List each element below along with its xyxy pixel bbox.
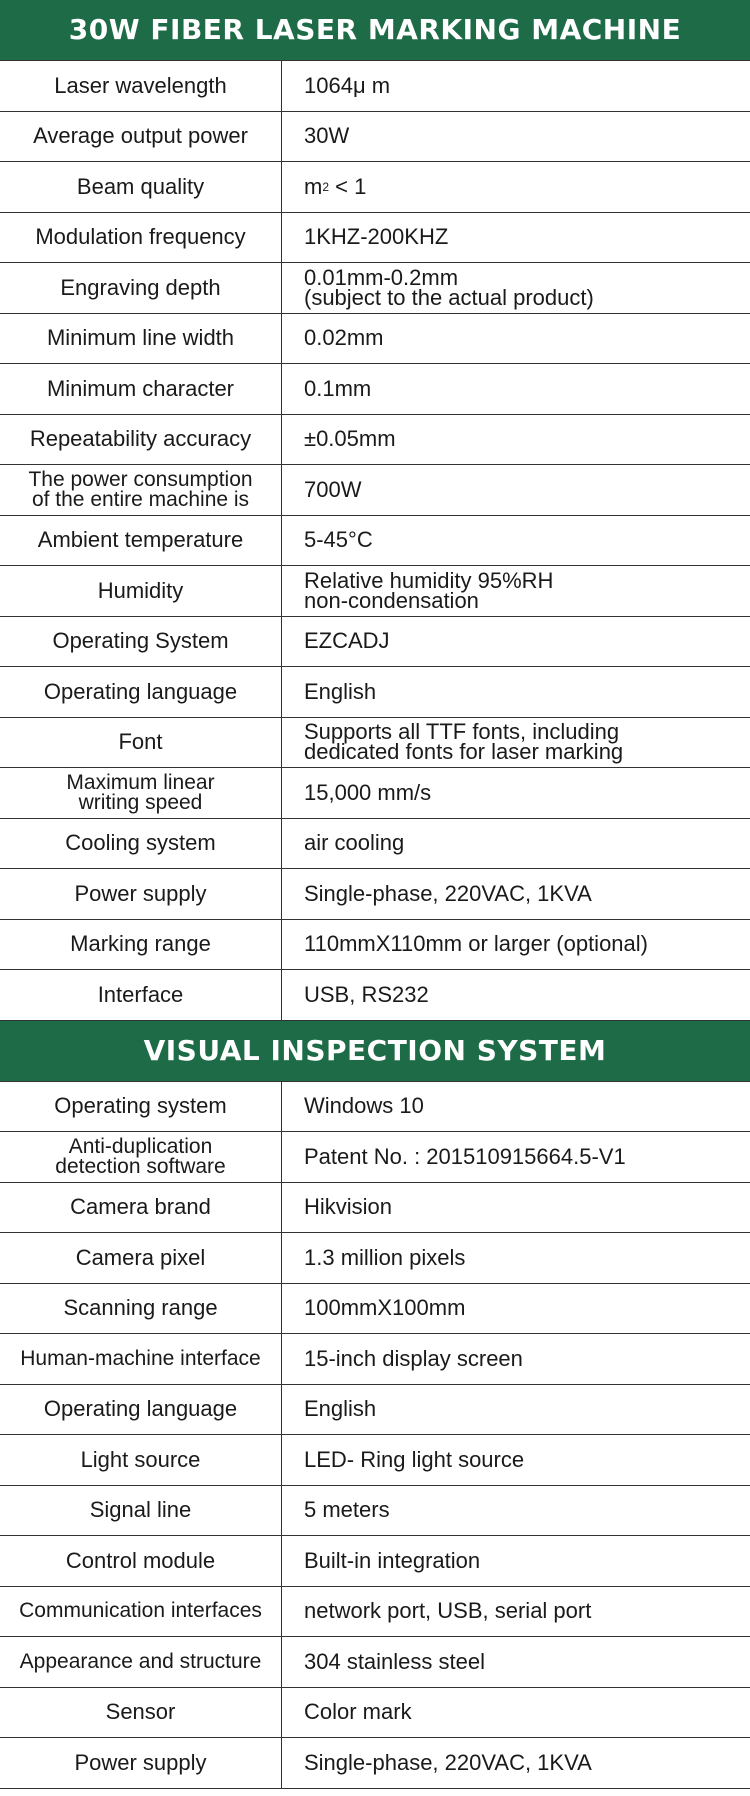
spec-value: m 2 < 1 <box>304 173 367 199</box>
spec-value: 1.3 million pixels <box>304 1244 466 1270</box>
vision-section <box>0 1021 750 1789</box>
spec-label: Interface <box>0 970 282 1020</box>
table-row <box>0 516 750 567</box>
spec-label: Camera pixel <box>0 1233 282 1283</box>
spec-value: network port, USB, serial port <box>304 1598 592 1624</box>
value-text: < 1 <box>329 173 367 199</box>
spec-value: LED- Ring light source <box>304 1446 525 1472</box>
spec-value: Windows 10 <box>304 1093 424 1119</box>
table-row <box>0 768 750 819</box>
spec-value: 100mmX100mm <box>304 1295 466 1321</box>
table-row <box>0 1082 750 1133</box>
table-row <box>0 213 750 264</box>
spec-label: Control module <box>0 1536 282 1586</box>
spec-value: 0.1mm <box>304 375 372 401</box>
table-row <box>0 1637 750 1688</box>
spec-label: Sensor <box>0 1688 282 1738</box>
spec-label: Camera brand <box>0 1183 282 1233</box>
spec-value: Color mark <box>304 1699 412 1725</box>
spec-label: Beam quality <box>0 162 282 212</box>
spec-label: Maximum linear writing speed <box>0 768 282 818</box>
section-title: 30W FIBER LASER MARKING MACHINE <box>0 0 750 60</box>
table-row <box>0 718 750 769</box>
spec-value: English <box>304 678 377 704</box>
table-row <box>0 1587 750 1638</box>
spec-value: 700W <box>304 476 362 502</box>
spec-label: Laser wavelength <box>0 61 282 111</box>
table-row <box>0 617 750 668</box>
spec-value: English <box>304 1396 377 1422</box>
spec-label: Minimum character <box>0 364 282 414</box>
spec-value: Patent No. : 201510915664.5-V1 <box>304 1143 626 1169</box>
spec-table <box>0 60 750 1021</box>
spec-value: 1064μ m <box>304 72 391 98</box>
table-row <box>0 1183 750 1234</box>
spec-label: Operating system <box>0 1082 282 1132</box>
spec-value: 30W <box>304 123 350 149</box>
table-row <box>0 920 750 971</box>
spec-value: 0.02mm <box>304 325 384 351</box>
table-row <box>0 1536 750 1587</box>
spec-label: Light source <box>0 1435 282 1485</box>
spec-value: 15-inch display screen <box>304 1345 523 1371</box>
spec-label: Humidity <box>0 566 282 616</box>
table-row <box>0 1385 750 1436</box>
spec-value: USB, RS232 <box>304 981 429 1007</box>
spec-label: The power consumption of the entire machine is <box>0 465 282 515</box>
spec-label: Modulation frequency <box>0 213 282 263</box>
spec-value: 5 meters <box>304 1497 390 1523</box>
spec-label: Minimum line width <box>0 314 282 364</box>
table-row <box>0 465 750 516</box>
table-row <box>0 415 750 466</box>
table-row <box>0 1435 750 1486</box>
spec-label: Operating language <box>0 1385 282 1435</box>
section-title: VISUAL INSPECTION SYSTEM <box>0 1021 750 1081</box>
spec-value: Built-in integration <box>304 1547 481 1573</box>
table-row <box>0 819 750 870</box>
spec-value: Single-phase, 220VAC, 1KVA <box>304 880 592 906</box>
table-row <box>0 112 750 163</box>
spec-value: air cooling <box>304 830 405 856</box>
spec-label: Cooling system <box>0 819 282 869</box>
spec-label: Human-machine interface <box>0 1334 282 1384</box>
spec-value: 1KHZ-200KHZ <box>304 224 449 250</box>
spec-label: Average output power <box>0 112 282 162</box>
spec-value: Single-phase, 220VAC, 1KVA <box>304 1749 592 1775</box>
spec-label: Repeatability accuracy <box>0 415 282 465</box>
spec-label: Operating language <box>0 667 282 717</box>
spec-value: EZCADJ <box>304 628 390 654</box>
table-row <box>0 1738 750 1789</box>
spec-label: Engraving depth <box>0 263 282 313</box>
spec-value: 0.01mm-0.2mm (subject to the actual product) <box>304 264 594 310</box>
table-row <box>0 869 750 920</box>
table-row <box>0 364 750 415</box>
table-row <box>0 162 750 213</box>
spec-label: Communication interfaces <box>0 1587 282 1637</box>
table-row <box>0 314 750 365</box>
table-row <box>0 667 750 718</box>
table-row <box>0 566 750 617</box>
spec-label: Marking range <box>0 920 282 970</box>
spec-label: Anti-duplication detection software <box>0 1132 282 1182</box>
spec-value: Relative humidity 95%RH non-condensation <box>304 567 554 613</box>
spec-value: 15,000 mm/s <box>304 779 432 805</box>
table-row <box>0 1486 750 1537</box>
spec-label: Signal line <box>0 1486 282 1536</box>
table-row <box>0 263 750 314</box>
table-row <box>0 1334 750 1385</box>
spec-label: Operating System <box>0 617 282 667</box>
spec-label: Scanning range <box>0 1284 282 1334</box>
table-row <box>0 61 750 112</box>
spec-label: Ambient temperature <box>0 516 282 566</box>
spec-value: Supports all TTF fonts, including dedicated fonts for laser marking <box>304 719 624 765</box>
spec-label: Appearance and structure <box>0 1637 282 1687</box>
table-row <box>0 1233 750 1284</box>
table-row <box>0 1284 750 1335</box>
table-row <box>0 970 750 1021</box>
spec-value: 304 stainless steel <box>304 1648 485 1674</box>
spec-value: 5-45°C <box>304 527 373 553</box>
spec-label: Font <box>0 718 282 768</box>
spec-value: ±0.05mm <box>304 426 396 452</box>
table-row <box>0 1688 750 1739</box>
spec-label: Power supply <box>0 869 282 919</box>
spec-value: 110mmX110mm or larger (optional) <box>304 931 648 957</box>
table-row <box>0 1132 750 1183</box>
spec-value: Hikvision <box>304 1194 393 1220</box>
spec-table <box>0 1081 750 1789</box>
value-unit: m <box>304 173 323 199</box>
spec-label: Power supply <box>0 1738 282 1788</box>
